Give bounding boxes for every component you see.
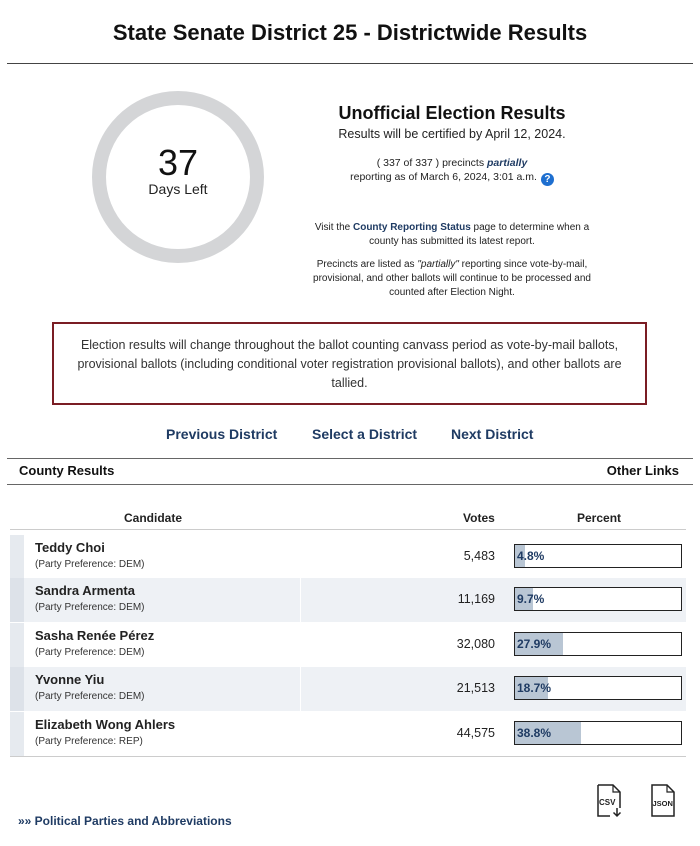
precincts-timestamp: reporting as of March 6, 2024, 3:01 a.m. ? (292, 171, 612, 186)
previous-district-link[interactable]: Previous District (166, 426, 278, 442)
percent-value: 9.7% (517, 592, 545, 606)
other-links-link[interactable]: Other Links (606, 463, 679, 478)
county-results-link[interactable]: County Results (19, 463, 115, 478)
question-icon[interactable]: ? (541, 173, 554, 186)
candidate-name: Elizabeth Wong Ahlers (35, 717, 176, 732)
table-row (10, 623, 686, 667)
section-divider-top (7, 458, 693, 459)
vote-count: 11,169 (457, 592, 495, 606)
next-district-link[interactable]: Next District (451, 426, 534, 442)
table-row (10, 712, 686, 756)
results-title: Unofficial Election Results (338, 103, 566, 123)
table-row (10, 578, 686, 622)
visit-status-text: Visit the County Reporting Status page to determine when a county has submitted its latest report. (314, 222, 590, 247)
section-divider-bottom (7, 484, 693, 485)
percent-bar (514, 676, 682, 700)
cell-divider (300, 623, 301, 667)
candidate-header: Candidate (124, 511, 183, 525)
vote-count: 44,575 (456, 726, 495, 740)
percent-bar (514, 721, 682, 745)
percent-value: 38.8% (517, 726, 552, 740)
results-notice: Election results will change throughout the ballot counting canvass period as vote-by-mail ballots, provisional ballots (including conditional voter registration provisional ballots), and other ballots are tallied. (52, 322, 647, 405)
percent-value: 18.7% (517, 681, 552, 695)
row-side-cell (10, 578, 24, 622)
csv-label: CSV (599, 798, 616, 807)
votes-header: Votes (463, 511, 495, 525)
precincts-count: ( 337 of 337 ) precincts partially (376, 157, 528, 169)
csv-download-icon[interactable] (594, 784, 624, 818)
table-row (10, 535, 686, 579)
table-bottom-divider (10, 756, 686, 757)
party-preference: (Party Preference: DEM) (35, 602, 145, 613)
page-title: State Senate District 25 - Districtwide Results (112, 20, 588, 45)
candidate-name: Teddy Choi (35, 540, 105, 555)
row-side-cell (10, 667, 24, 711)
candidate-name: Sandra Armenta (35, 583, 135, 598)
party-preference: (Party Preference: DEM) (35, 559, 145, 570)
cell-divider (300, 535, 301, 579)
party-preference: (Party Preference: DEM) (35, 647, 145, 658)
partially-label: partially (487, 157, 528, 169)
political-parties-link[interactable]: »» Political Parties and Abbreviations (18, 814, 232, 828)
partially-explanation: Precincts are listed as "partially" reporting since vote-by-mail, provisional, and other ballots will continue to be processed and counted after Election Night. (313, 259, 591, 298)
row-side-cell (10, 623, 24, 667)
row-side-cell (10, 712, 24, 756)
percent-bar (514, 544, 682, 568)
percent-value: 27.9% (517, 637, 552, 651)
percent-bar (514, 632, 682, 656)
vote-count: 21,513 (456, 681, 495, 695)
select-district-link[interactable]: Select a District (312, 426, 418, 442)
percent-header: Percent (577, 511, 622, 525)
row-side-cell (10, 535, 24, 579)
countdown-label: Days Left (148, 181, 208, 197)
vote-count: 32,080 (456, 637, 495, 651)
candidate-name: Yvonne Yiu (35, 672, 105, 687)
title-divider (7, 63, 693, 64)
candidate-name: Sasha Renée Pérez (35, 628, 155, 643)
cell-divider (300, 667, 301, 711)
cell-divider (300, 578, 301, 622)
vote-count: 5,483 (463, 549, 495, 563)
countdown-value: 37 (157, 142, 199, 183)
county-reporting-status-link[interactable]: County Reporting Status (352, 222, 471, 233)
table-row (10, 667, 686, 711)
json-download-icon[interactable] (648, 784, 678, 818)
party-preference: (Party Preference: DEM) (35, 691, 145, 702)
json-label: JSON (652, 799, 673, 808)
table-header-divider (10, 529, 686, 530)
party-preference: (Party Preference: REP) (35, 736, 143, 747)
certification-date: Results will be certified by April 12, 2024. (338, 127, 566, 141)
percent-bar (514, 587, 682, 611)
percent-value: 4.8% (517, 549, 545, 563)
cell-divider (300, 712, 301, 756)
